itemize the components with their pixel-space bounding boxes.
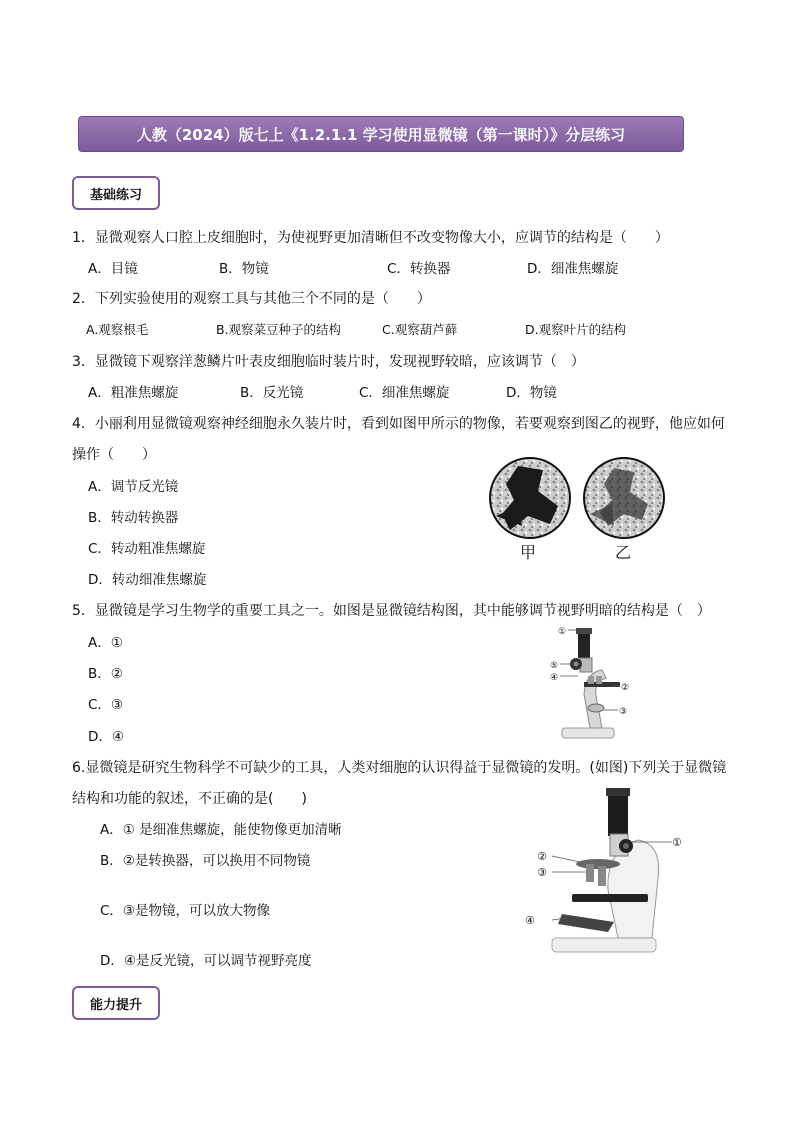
q6-option-c: C．③是物镜，可以放大物像 xyxy=(100,903,271,919)
q1-option-d: D．细准焦螺旋 xyxy=(527,261,619,277)
view-yi-circle xyxy=(584,458,664,538)
q3-option-c: C．细准焦螺旋 xyxy=(359,385,450,401)
q4-option-d: D．转动细准焦螺旋 xyxy=(88,572,207,588)
q6-microscope-photo xyxy=(522,786,692,958)
view-jia-circle xyxy=(490,458,570,538)
q5-microscope-diagram xyxy=(540,624,640,742)
question-5-stem: 5．显微镜是学习生物学的重要工具之一。如图是显微镜结构图，其中能够调节视野明暗的结构是（ ） xyxy=(72,603,711,619)
q6-label-3: ③ xyxy=(537,866,547,879)
label-yi: 乙 xyxy=(615,543,632,562)
q3-option-b: B．反光镜 xyxy=(240,385,304,401)
q5-option-d: D．④ xyxy=(88,729,124,745)
worksheet-title: 人教（2024）版七上《1.2.1.1 学习使用显微镜（第一课时）》分层练习 xyxy=(78,116,684,152)
q1-option-c: C．转换器 xyxy=(387,261,451,277)
q6-label-1: ① xyxy=(672,836,682,849)
q2-option-c: C.观察葫芦藓 xyxy=(382,322,458,337)
q2-option-d: D.观察叶片的结构 xyxy=(525,322,627,337)
label-jia: 甲 xyxy=(520,543,537,562)
q5-option-a: A．① xyxy=(88,635,123,651)
question-4-stem-line2: 操作（ ） xyxy=(72,447,156,463)
q4-option-c: C．转动粗准焦螺旋 xyxy=(88,541,206,557)
q2-option-a: A.观察根毛 xyxy=(86,322,149,337)
question-3-stem: 3．显微镜下观察洋葱鳞片叶表皮细胞临时装片时，发现视野较暗，应该调节（ ） xyxy=(72,354,585,370)
q5-label-4: ④ xyxy=(550,673,559,683)
q4-microscope-views-figure xyxy=(488,456,674,566)
q4-option-b: B．转动转换器 xyxy=(88,510,179,526)
q2-option-b: B.观察菜豆种子的结构 xyxy=(216,322,342,337)
q4-option-a: A．调节反光镜 xyxy=(88,479,179,495)
q5-option-b: B．② xyxy=(88,666,123,682)
q5-label-2: ② xyxy=(621,683,630,693)
q3-option-a: A．粗准焦螺旋 xyxy=(88,385,179,401)
q5-option-c: C．③ xyxy=(88,697,124,713)
q1-option-a: A．目镜 xyxy=(88,261,138,277)
question-6-stem-line2: 结构和功能的叙述，不正确的是( ) xyxy=(72,791,307,807)
q5-label-5: ⑤ xyxy=(550,661,559,671)
q5-label-1: ① xyxy=(558,627,567,637)
section-advanced-tag: 能力提升 xyxy=(72,986,160,1020)
q3-option-d: D．物镜 xyxy=(506,385,557,401)
q6-option-d: D．④是反光镜，可以调节视野亮度 xyxy=(100,953,312,969)
question-6-stem-line1: 6.显微镜是研究生物科学不可缺少的工具，人类对细胞的认识得益于显微镜的发明。(如图)下列关于显微镜 xyxy=(72,760,727,776)
q5-label-3: ③ xyxy=(619,707,628,717)
section-basic-tag: 基础练习 xyxy=(72,176,160,210)
q1-option-b: B．物镜 xyxy=(219,261,269,277)
q6-label-4: ④ xyxy=(525,914,535,927)
q6-option-b: B．②是转换器，可以换用不同物镜 xyxy=(100,853,311,869)
q6-label-2: ② xyxy=(537,850,547,863)
q6-option-a: A．① 是细准焦螺旋，能使物像更加清晰 xyxy=(100,822,342,838)
question-2-stem: 2．下列实验使用的观察工具与其他三个不同的是（ ） xyxy=(72,291,431,307)
question-4-stem-line1: 4．小丽利用显微镜观察神经细胞永久装片时，看到如图甲所示的物像，若要观察到图乙的视野，他应如何 xyxy=(72,416,725,432)
question-1-stem: 1．显微观察人口腔上皮细胞时，为使视野更加清晰但不改变物像大小，应调节的结构是（ ） xyxy=(72,230,669,246)
